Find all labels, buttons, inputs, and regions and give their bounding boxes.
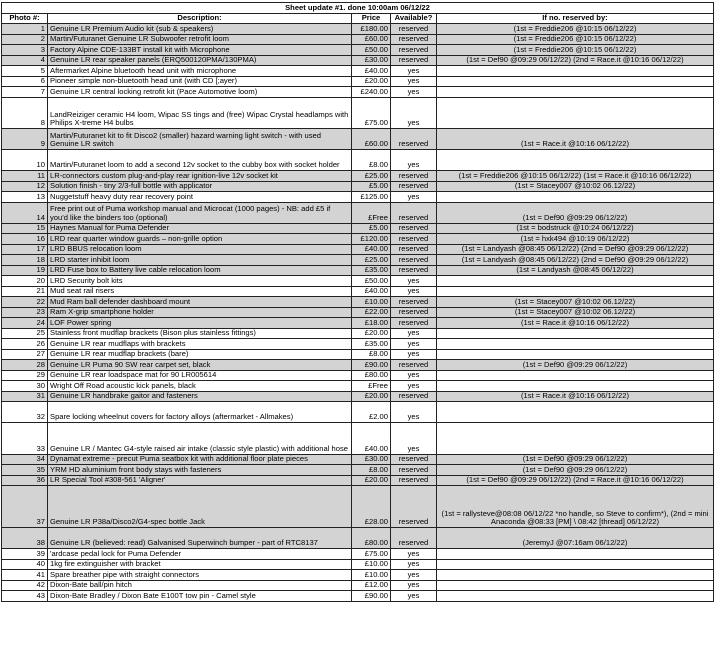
reserved-by-cell: (1st = Freddie206 @10:15 06/12/22) [437,45,714,56]
photo-number-cell: 17 [2,244,48,255]
reserved-by-cell: (1st = Race.it @10:16 06/12/22) [437,129,714,150]
photo-number-cell: 40 [2,559,48,570]
photo-number-cell: 22 [2,297,48,308]
table-row [2,454,714,465]
spreadsheet-body [2,3,714,602]
reserved-by-cell: (1st = Freddie206 @10:15 06/12/22) (1st = Race.it @10:16 06/12/22) [437,171,714,182]
photo-number-cell: 1 [2,24,48,35]
reserved-by-cell [437,276,714,287]
price-cell: £5.00 [352,181,391,192]
reserved-by-cell: (1st = bodstruck @10:24 06/12/22) [437,223,714,234]
photo-number-cell: 31 [2,391,48,402]
price-cell: £50.00 [352,45,391,56]
photo-number-cell: 5 [2,66,48,77]
photo-number-cell: 41 [2,570,48,581]
availability-cell: reserved [391,265,437,276]
availability-cell: reserved [391,454,437,465]
sheet-title: Sheet update #1. done 10:00am 06/12/22 [2,3,714,14]
availability-cell: reserved [391,297,437,308]
price-cell: £35.00 [352,265,391,276]
reserved-by-cell [437,570,714,581]
availability-cell: yes [391,66,437,77]
table-row [2,486,714,528]
photo-number-cell: 29 [2,370,48,381]
photo-number-cell: 14 [2,202,48,223]
photo-number-cell: 33 [2,423,48,455]
reserved-by-cell: (1st = Freddie206 @10:15 06/12/22) [437,34,714,45]
price-cell: £25.00 [352,255,391,266]
photo-number-cell: 26 [2,339,48,350]
price-cell: £10.00 [352,570,391,581]
availability-cell: yes [391,549,437,560]
photo-number-cell: 15 [2,223,48,234]
availability-cell: yes [391,381,437,392]
header-row [2,13,714,24]
photo-number-cell: 32 [2,402,48,423]
table-row [2,549,714,560]
reserved-by-cell [437,559,714,570]
description-cell: Genuine LR rear mudflap brackets (bare) [48,349,352,360]
reserved-by-cell: (1st = Def90 @09:29 06/12/22) (2nd = Race.it @10:16 06/12/22) [437,475,714,486]
availability-cell: reserved [391,307,437,318]
availability-cell: reserved [391,360,437,371]
photo-number-cell: 28 [2,360,48,371]
price-cell: £18.00 [352,318,391,329]
price-cell: £20.00 [352,391,391,402]
table-row [2,76,714,87]
photo-number-cell: 16 [2,234,48,245]
table-row [2,370,714,381]
description-cell: Dixon-Bate ball/pin hitch [48,580,352,591]
reserved-by-cell [437,76,714,87]
table-row [2,150,714,171]
description-cell: Haynes Manual for Puma Defender [48,223,352,234]
reserved-by-cell: (1st = Def90 @09:29 06/12/22) [437,454,714,465]
description-cell: LRD Security bolt kits [48,276,352,287]
price-cell: £28.00 [352,486,391,528]
description-cell: Ram X-grip smartphone holder [48,307,352,318]
table-row [2,591,714,602]
reserved-by-cell: (1st = Def90 @09:29 06/12/22) [437,465,714,476]
reserved-by-cell [437,370,714,381]
table-row [2,528,714,549]
price-cell: £20.00 [352,328,391,339]
reserved-by-cell: (1st = Stacey007 @10:02 06.12/22) [437,297,714,308]
table-row [2,181,714,192]
price-cell: £35.00 [352,339,391,350]
reserved-by-cell [437,381,714,392]
availability-cell: reserved [391,486,437,528]
table-row [2,559,714,570]
availability-cell: yes [391,150,437,171]
table-row [2,223,714,234]
photo-number-cell: 42 [2,580,48,591]
description-cell: Genuine LR rear loadspace mat for 90 LR005614 [48,370,352,381]
table-row [2,66,714,77]
availability-cell: reserved [391,391,437,402]
photo-number-cell: 6 [2,76,48,87]
table-row [2,34,714,45]
availability-cell: yes [391,87,437,98]
availability-cell: yes [391,286,437,297]
availability-cell: yes [391,97,437,129]
availability-cell: yes [391,370,437,381]
price-cell: £8.00 [352,349,391,360]
table-row [2,339,714,350]
description-cell: Dixon-Bate Bradley / Dixon Bate E100T tow pin - Camel style [48,591,352,602]
table-row [2,24,714,35]
description-cell: Genuine LR central locking retrofit kit (Pace Automotive loom) [48,87,352,98]
table-row [2,202,714,223]
reserved-by-cell [437,591,714,602]
photo-number-cell: 8 [2,97,48,129]
photo-number-cell: 38 [2,528,48,549]
description-cell: Dynamat extreme - precut Puma seatbox kit with additional floor plate pieces [48,454,352,465]
photo-number-cell: 7 [2,87,48,98]
header-price: Price [352,13,391,24]
price-cell: £40.00 [352,286,391,297]
reserved-by-cell: (1st = hxk494 @10:19 06/12/22) [437,234,714,245]
table-row [2,349,714,360]
photo-number-cell: 39 [2,549,48,560]
price-cell: £240.00 [352,87,391,98]
price-cell: £22.00 [352,307,391,318]
availability-cell: yes [391,570,437,581]
reserved-by-cell [437,580,714,591]
photo-number-cell: 3 [2,45,48,56]
availability-cell: reserved [391,234,437,245]
availability-cell: reserved [391,34,437,45]
availability-cell: yes [391,339,437,350]
reserved-by-cell [437,66,714,77]
table-row [2,297,714,308]
photo-number-cell: 11 [2,171,48,182]
price-cell: £40.00 [352,66,391,77]
availability-cell: reserved [391,255,437,266]
availability-cell: reserved [391,465,437,476]
availability-cell: yes [391,276,437,287]
description-cell: Spare locking wheelnut covers for factory alloys (aftermarket - Allmakes) [48,402,352,423]
description-cell: Factory Alpine CDE-133BT install kit with Microphone [48,45,352,56]
availability-cell: reserved [391,223,437,234]
availability-cell: reserved [391,55,437,66]
availability-cell: reserved [391,129,437,150]
photo-number-cell: 34 [2,454,48,465]
table-row [2,465,714,476]
reserved-by-cell: (1st = Landyash @08:45 06/12/22) (2nd = Def90 @09:29 06/12/22) [437,255,714,266]
price-cell: £Free [352,202,391,223]
availability-cell: reserved [391,318,437,329]
price-cell: £20.00 [352,475,391,486]
price-cell: £120.00 [352,234,391,245]
photo-number-cell: 43 [2,591,48,602]
reserved-by-cell [437,192,714,203]
description-cell: YRM HD aluminium front body stays with fasteners [48,465,352,476]
reserved-by-cell: (1st = Stacey007 @10:02 06.12/22) [437,181,714,192]
description-cell: Genuine LR Premium Audio kit (sub & speakers) [48,24,352,35]
photo-number-cell: 12 [2,181,48,192]
price-cell: £30.00 [352,55,391,66]
photo-number-cell: 36 [2,475,48,486]
table-row [2,255,714,266]
reserved-by-cell [437,349,714,360]
header-description: Description: [48,13,352,24]
photo-number-cell: 25 [2,328,48,339]
price-cell: £10.00 [352,297,391,308]
description-cell: Wright Off Road acoustic kick panels, black [48,381,352,392]
description-cell: Pioneer simple non-bluetooth head unit (with CD [;ayer) [48,76,352,87]
photo-number-cell: 2 [2,34,48,45]
reserved-by-cell: (1st = Def90 @09:29 06/12/22) [437,202,714,223]
price-cell: £80.00 [352,370,391,381]
table-row [2,265,714,276]
reserved-by-cell: (1st = Landyash @08:45 06/12/22) (2nd = Def90 @09:29 06/12/22) [437,244,714,255]
table-row [2,580,714,591]
description-cell: 1kg fire extinguisher with bracket [48,559,352,570]
table-row [2,97,714,129]
description-cell: Aftermarket Alpine bluetooth head unit with microphone [48,66,352,77]
table-row [2,45,714,56]
description-cell: LRD BBUS relocation loom [48,244,352,255]
table-row [2,286,714,297]
price-cell: £75.00 [352,97,391,129]
photo-number-cell: 4 [2,55,48,66]
description-cell: Genuine LR P38a/Disco2/G4-spec bottle Jack [48,486,352,528]
reserved-by-cell: (1st = Race.it @10:16 06/12/22) [437,391,714,402]
photo-number-cell: 27 [2,349,48,360]
reserved-by-cell [437,87,714,98]
price-cell: £5.00 [352,223,391,234]
reserved-by-cell: (1st = rallysteve@08:08 06/12/22 *no handle, so Steve to confirm*), (2nd = mini Anaconda @08:33 [PM] \ 08:42 [thread] 06/12/22) [437,486,714,528]
description-cell: LRD rear quarter window guards – non-grille option [48,234,352,245]
reserved-by-cell [437,328,714,339]
table-row [2,129,714,150]
table-row [2,87,714,98]
table-row [2,171,714,182]
price-cell: £40.00 [352,244,391,255]
description-cell: Martin/Futuranet kit to fit Disco2 (smaller) hazard warning light switch - with used Genuine LR switch [48,129,352,150]
photo-number-cell: 30 [2,381,48,392]
availability-cell: reserved [391,45,437,56]
photo-number-cell: 20 [2,276,48,287]
reserved-by-cell: (1st = Def90 @09:29 06/12/22) (2nd = Race.it @10:16 06/12/22) [437,55,714,66]
availability-cell: reserved [391,181,437,192]
price-cell: £90.00 [352,360,391,371]
table-row [2,402,714,423]
table-row [2,381,714,392]
description-cell: LandReiziger ceramic H4 loom, Wipac SS tings and (free) Wipac Crystal headlamps with Philips X-treme H4 bulbs [48,97,352,129]
title-row [2,3,714,14]
price-cell: £12.00 [352,580,391,591]
price-cell: £30.00 [352,454,391,465]
table-row [2,234,714,245]
reserved-by-cell [437,150,714,171]
table-row [2,192,714,203]
price-cell: £60.00 [352,129,391,150]
description-cell: Spare breather pipe with straight connectors [48,570,352,581]
table-row [2,475,714,486]
description-cell: Genuine LR rear mudflaps with brackets [48,339,352,350]
table-row [2,360,714,371]
description-cell: 'ardcase pedal lock for Puma Defender [48,549,352,560]
photo-number-cell: 21 [2,286,48,297]
availability-cell: yes [391,423,437,455]
price-cell: £8.00 [352,150,391,171]
availability-cell: yes [391,580,437,591]
price-cell: £8.00 [352,465,391,476]
reserved-by-cell: (1st = Landyash @08:45 06/12/22) [437,265,714,276]
description-cell: Genuine LR rear speaker panels (ERQ500120PMA/130PMA) [48,55,352,66]
availability-cell: reserved [391,475,437,486]
availability-cell: reserved [391,528,437,549]
table-row [2,328,714,339]
header-reserved-by: If no. reserved by: [437,13,714,24]
description-cell: Martin/Futuranet Genuine LR Subwoofer retrofit loom [48,34,352,45]
reserved-by-cell [437,97,714,129]
table-row [2,276,714,287]
reserved-by-cell: (JeremyJ @07:16am 06/12/22) [437,528,714,549]
photo-number-cell: 37 [2,486,48,528]
price-cell: £80.00 [352,528,391,549]
reserved-by-cell: (1st = Def90 @09:29 06/12/22) [437,360,714,371]
availability-cell: reserved [391,202,437,223]
photo-number-cell: 13 [2,192,48,203]
price-cell: £Free [352,381,391,392]
availability-cell: yes [391,328,437,339]
table-row [2,318,714,329]
availability-cell: yes [391,349,437,360]
price-cell: £25.00 [352,171,391,182]
description-cell: Stainless front mudflap brackets (Bison plus stainless fittings) [48,328,352,339]
header-available: Available? [391,13,437,24]
reserved-by-cell [437,549,714,560]
description-cell: Mud seat rail risers [48,286,352,297]
availability-cell: yes [391,402,437,423]
description-cell: Martin/Futuranet loom to add a second 12v socket to the cubby box with socket holder [48,150,352,171]
description-cell: Genuine LR handbrake gaitor and fasteners [48,391,352,402]
price-cell: £2.00 [352,402,391,423]
table-row [2,307,714,318]
photo-number-cell: 23 [2,307,48,318]
description-cell: LR Special Tool #308-561 'Aligner' [48,475,352,486]
photo-number-cell: 19 [2,265,48,276]
availability-cell: yes [391,559,437,570]
photo-number-cell: 9 [2,129,48,150]
availability-cell: reserved [391,24,437,35]
description-cell: Genuine LR / Mantec G4-style raised air intake (classic style plastic) with additional hose [48,423,352,455]
description-cell: Genuine LR (believed: read) Galvanised Superwinch bumper - part of RTC8137 [48,528,352,549]
spreadsheet-table [1,2,714,602]
photo-number-cell: 24 [2,318,48,329]
header-photo: Photo #: [2,13,48,24]
price-cell: £180.00 [352,24,391,35]
price-cell: £40.00 [352,423,391,455]
price-cell: £125.00 [352,192,391,203]
price-cell: £90.00 [352,591,391,602]
availability-cell: reserved [391,171,437,182]
price-cell: £20.00 [352,76,391,87]
price-cell: £60.00 [352,34,391,45]
reserved-by-cell [437,339,714,350]
availability-cell: yes [391,591,437,602]
table-row [2,570,714,581]
availability-cell: yes [391,76,437,87]
price-cell: £50.00 [352,276,391,287]
reserved-by-cell: (1st = Freddie206 @10:15 06/12/22) [437,24,714,35]
description-cell: LR-connectors custom plug-and-play rear ignition-live 12v socket kit [48,171,352,182]
description-cell: Free print out of Puma workshop manual and Microcat (1000 pages) - NB: add £5 if you'd like the binders too (optional) [48,202,352,223]
reserved-by-cell [437,402,714,423]
photo-number-cell: 10 [2,150,48,171]
reserved-by-cell [437,286,714,297]
photo-number-cell: 18 [2,255,48,266]
description-cell: LRD starter inhibit loom [48,255,352,266]
price-cell: £10.00 [352,559,391,570]
description-cell: Genuine LR Puma 90 SW rear carpet set, black [48,360,352,371]
table-row [2,423,714,455]
reserved-by-cell: (1st = Stacey007 @10:02 06.12/22) [437,307,714,318]
availability-cell: reserved [391,244,437,255]
description-cell: Nuggetstuff heavy duty rear recovery point [48,192,352,203]
price-cell: £75.00 [352,549,391,560]
reserved-by-cell [437,423,714,455]
description-cell: Solution finish - tiny 2/3-full bottle with applicator [48,181,352,192]
table-row [2,244,714,255]
availability-cell: yes [391,192,437,203]
photo-number-cell: 35 [2,465,48,476]
description-cell: LRD Fuse box to Battery live cable relocation loom [48,265,352,276]
table-row [2,55,714,66]
description-cell: Mud Ram ball defender dashboard mount [48,297,352,308]
description-cell: LOF Power spring [48,318,352,329]
reserved-by-cell: (1st = Race.it @10:16 06/12/22) [437,318,714,329]
table-row [2,391,714,402]
